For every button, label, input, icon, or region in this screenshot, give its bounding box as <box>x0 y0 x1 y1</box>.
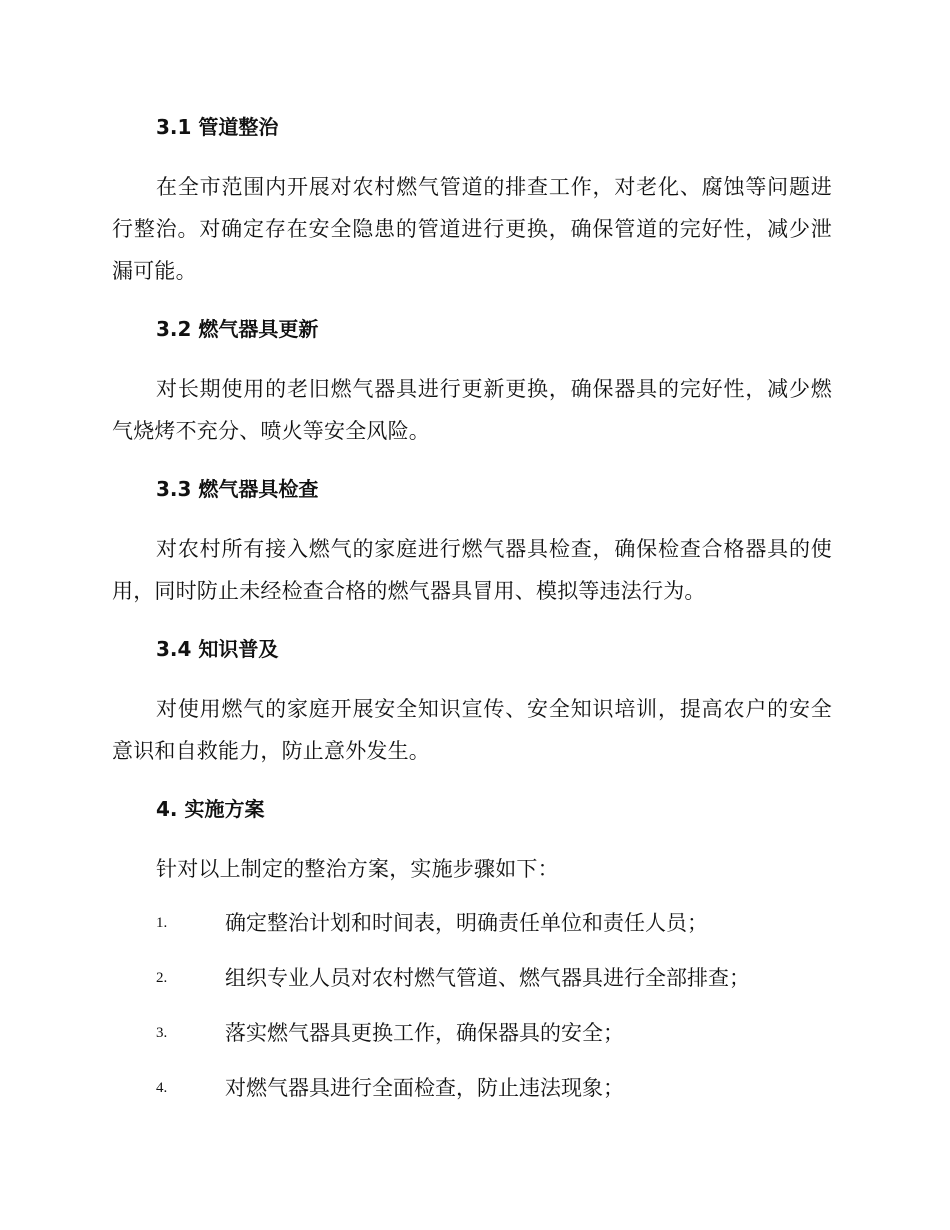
document-content <box>112 110 832 1109</box>
list-number: 2. <box>156 970 168 986</box>
list-text: 确定整治计划和时间表，明确责任单位和责任人员； <box>225 911 708 935</box>
list-item <box>112 1012 832 1054</box>
section-paragraph: 对长期使用的老旧燃气器具进行更新更换，确保器具的完好性，减少燃气烧烤不充分、喷火等安全风险。 <box>112 377 832 443</box>
list-text: 组织专业人员对农村燃气管道、燃气器具进行全部排查； <box>225 966 750 990</box>
section-paragraph: 对农村所有接入燃气的家庭进行燃气器具检查，确保检查合格器具的使用，同时防止未经检查合格的燃气器具冒用、模拟等违法行为。 <box>112 537 832 603</box>
section-paragraph: 对使用燃气的家庭开展安全知识宣传、安全知识培训，提高农户的安全意识和自救能力，防止意外发生。 <box>112 697 832 763</box>
list-number: 1. <box>156 915 168 931</box>
section-heading: 3.2 燃气器具更新 <box>156 317 319 341</box>
list-item <box>112 902 832 944</box>
list-text: 落实燃气器具更换工作，确保器具的安全； <box>225 1021 624 1045</box>
list-number: 4. <box>156 1080 168 1096</box>
section-paragraph: 在全市范围内开展对农村燃气管道的排查工作，对老化、腐蚀等问题进行整治。对确定存在安全隐患的管道进行更换，确保管道的完好性，减少泄漏可能。 <box>112 175 832 283</box>
list-item <box>112 1067 832 1109</box>
list-text: 对燃气器具进行全面检查，防止违法现象； <box>225 1076 624 1100</box>
section-heading: 3.4 知识普及 <box>156 637 279 661</box>
section-heading: 4. 实施方案 <box>156 797 265 821</box>
section-heading: 3.3 燃气器具检查 <box>156 477 319 501</box>
section-heading: 3.1 管道整治 <box>156 115 279 139</box>
section-paragraph: 针对以上制定的整治方案，实施步骤如下： <box>156 857 559 881</box>
list-number: 3. <box>156 1025 168 1041</box>
steps-list <box>112 902 832 1109</box>
list-item <box>112 957 832 999</box>
